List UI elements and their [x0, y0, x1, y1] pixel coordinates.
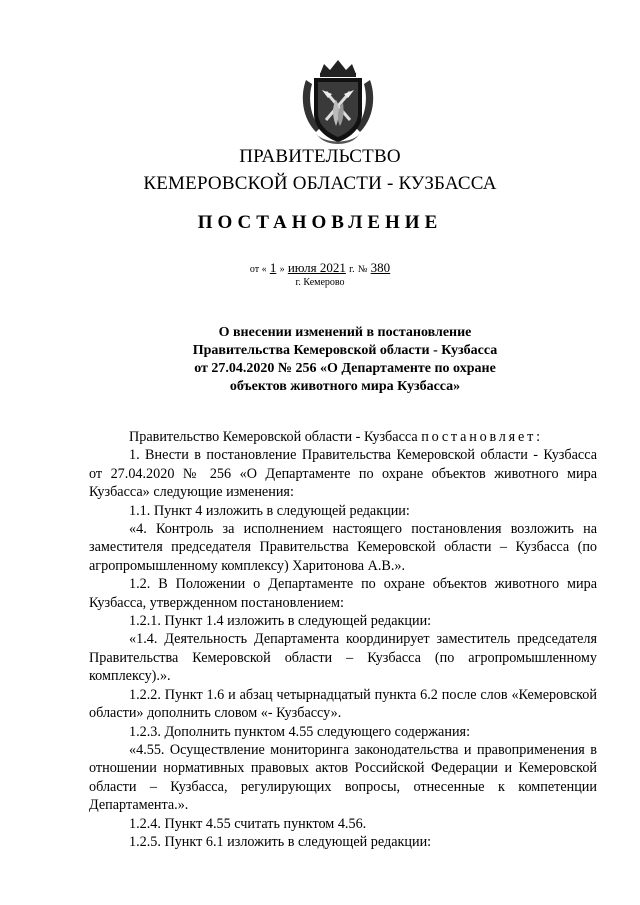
body-paragraph: «4.55. Осуществление мониторинга законодательства и правоприменения в отношении нормативных правовых актов Российской Федерации и Кемеровской области – Кузбасса, регулирующих вопросы, отнесенные к компетенции Департамента.».: [89, 741, 597, 814]
date-day: 1: [269, 260, 277, 275]
body-paragraph: 1.2.3. Дополнить пунктом 4.55 следующего содержания:: [129, 723, 471, 740]
document-date-line: [0, 260, 640, 276]
document-number: 380: [370, 260, 391, 275]
subject-line: О внесении изменений в постановление: [218, 325, 472, 340]
intro-resolve-word: постановляет:: [421, 429, 543, 445]
date-month-year: июля 2021: [287, 260, 346, 275]
subject-line: от 27.04.2020 № 256 «О Департаменте по охране: [194, 361, 496, 376]
body-paragraph: 1. Внести в постановление Правительства Кемеровской области - Кузбасса от 27.04.2020 № 256 «О Департаменте по охране объектов животного мира Кузбасса» следующие изменения:: [89, 447, 597, 501]
date-year-suffix: г.: [349, 264, 355, 275]
organization-title-line1: ПРАВИТЕЛЬСТВО: [239, 146, 401, 167]
number-label: №: [357, 264, 368, 275]
body-paragraph: 1.2.5. Пункт 6.1 изложить в следующей редакции:: [129, 833, 432, 850]
document-body: [89, 428, 597, 851]
date-mid: »: [279, 264, 285, 275]
date-prefix: от «: [249, 264, 267, 275]
body-paragraph: 1.1. Пункт 4 изложить в следующей редакции:: [129, 502, 410, 519]
document-subject: [150, 324, 540, 396]
intro-paragraph: [89, 428, 597, 446]
subject-line: объектов животного мира Кузбасса»: [229, 379, 461, 394]
document-city: г. Кемерово: [295, 277, 345, 288]
subject-line: Правительства Кемеровской области - Кузбасса: [192, 343, 498, 358]
body-paragraph: 1.2. В Положении о Департаменте по охране объектов животного мира Кузбасса, утвержденном постановлением:: [89, 576, 597, 611]
body-paragraph: «1.4. Деятельность Департамента координирует заместитель председателя Правительства Кемеровской области – Кузбасса (по агропромышленному комплексу).».: [89, 631, 597, 685]
kuzbass-coat-of-arms-icon: [296, 56, 380, 146]
document-type-title: ПОСТАНОВЛЕНИЕ: [197, 212, 443, 233]
body-paragraph: 1.2.2. Пункт 1.6 и абзац четырнадцатый пункта 6.2 после слов «Кемеровской области» дополнить словом «- Кузбассу».: [89, 686, 597, 722]
body-paragraph: «4. Контроль за исполнением настоящего постановления возложить на заместителя председателя Правительства Кемеровской области – Кузбасса (по агропромышленному комплексу) Харитонова А.В.».: [89, 521, 597, 574]
intro-text: Правительство Кемеровской области - Кузбасса: [129, 429, 418, 445]
body-paragraph: 1.2.1. Пункт 1.4 изложить в следующей редакции:: [129, 613, 432, 630]
organization-title-line2: КЕМЕРОВСКОЙ ОБЛАСТИ - КУЗБАССА: [143, 173, 497, 194]
body-paragraph: 1.2.4. Пункт 4.55 считать пунктом 4.56.: [129, 815, 367, 832]
